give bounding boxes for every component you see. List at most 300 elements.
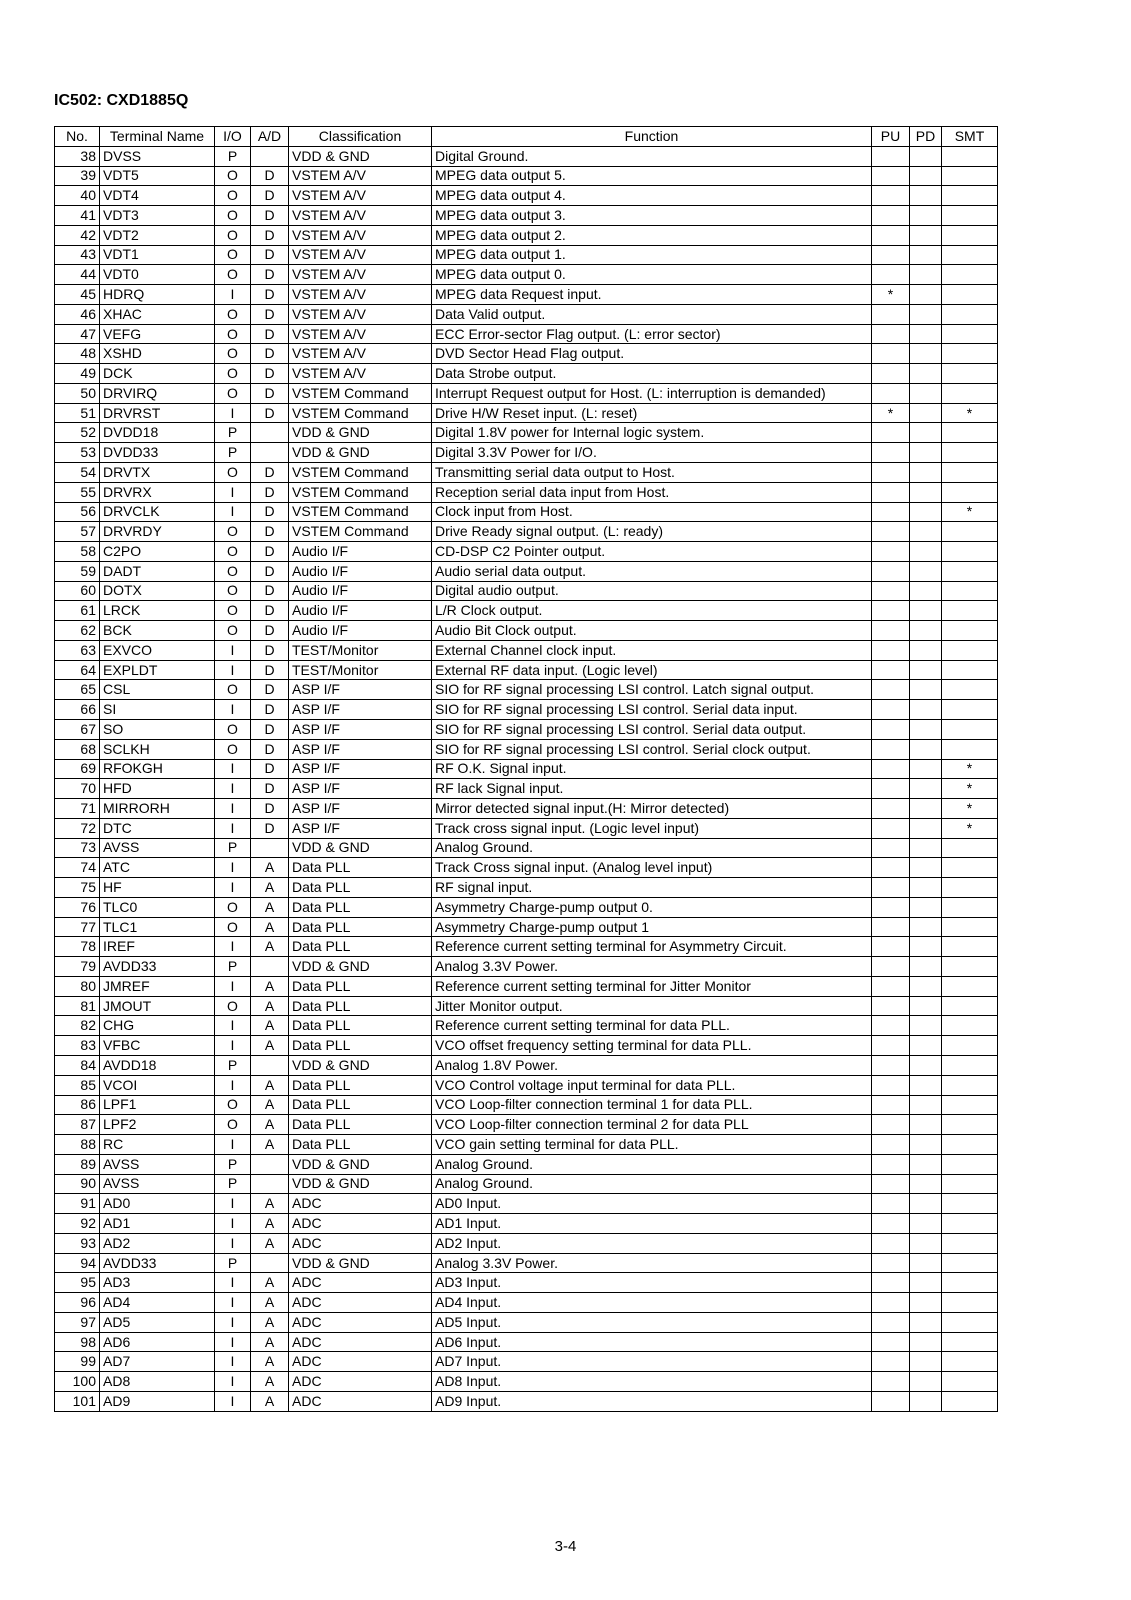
column-header-io: I/O [215,127,251,147]
cell-pull-down [910,561,942,581]
cell-classification: Data PLL [289,858,432,878]
cell-pull-down [910,1293,942,1313]
cell-pull-up: * [872,403,910,423]
cell-function: MPEG data output 4. [432,186,872,206]
cell-schmitt [942,206,998,226]
cell-schmitt [942,996,998,1016]
cell-terminal-name: LRCK [100,601,215,621]
cell-terminal-name: ATC [100,858,215,878]
cell-pull-up: * [872,285,910,305]
cell-io-type: I [215,1392,251,1412]
table-row [55,917,998,937]
cell-classification: VSTEM Command [289,522,432,542]
cell-pull-down [910,423,942,443]
cell-pull-up [872,542,910,562]
cell-ad-type: D [251,660,289,680]
cell-pin-number: 73 [55,838,100,858]
cell-schmitt [942,225,998,245]
table-row [55,304,998,324]
cell-schmitt [942,265,998,285]
cell-io-type: P [215,423,251,443]
cell-pull-up [872,245,910,265]
cell-schmitt: * [942,779,998,799]
table-row [55,1115,998,1135]
cell-pin-number: 84 [55,1055,100,1075]
cell-schmitt [942,1372,998,1392]
cell-pull-down [910,1352,942,1372]
cell-schmitt [942,1174,998,1194]
cell-pull-down [910,957,942,977]
cell-schmitt [942,937,998,957]
cell-terminal-name: DRVCLK [100,502,215,522]
cell-classification: VDD & GND [289,1055,432,1075]
cell-function: Reference current setting terminal for Asymmetry Circuit. [432,937,872,957]
cell-ad-type [251,1253,289,1273]
table-row [55,364,998,384]
cell-pin-number: 90 [55,1174,100,1194]
cell-io-type: I [215,482,251,502]
cell-function: L/R Clock output. [432,601,872,621]
cell-classification: Data PLL [289,917,432,937]
cell-io-type: P [215,1154,251,1174]
column-header-pd: PD [910,127,942,147]
cell-pin-number: 70 [55,779,100,799]
cell-function: Clock input from Host. [432,502,872,522]
table-row [55,700,998,720]
cell-terminal-name: AD1 [100,1214,215,1234]
cell-io-type: O [215,739,251,759]
cell-pull-up [872,225,910,245]
cell-pull-down [910,1233,942,1253]
table-row [55,1233,998,1253]
cell-pull-up [872,383,910,403]
cell-classification: Data PLL [289,1135,432,1155]
cell-function: Drive H/W Reset input. (L: reset) [432,403,872,423]
cell-pull-down [910,838,942,858]
cell-pull-down [910,739,942,759]
cell-pull-up [872,818,910,838]
cell-function: SIO for RF signal processing LSI control. Serial clock output. [432,739,872,759]
cell-pull-down [910,680,942,700]
cell-ad-type: A [251,858,289,878]
cell-pull-up [872,917,910,937]
cell-ad-type: A [251,897,289,917]
cell-pull-up [872,1135,910,1155]
cell-ad-type [251,443,289,463]
cell-terminal-name: IREF [100,937,215,957]
cell-classification: VSTEM Command [289,403,432,423]
table-row [55,1036,998,1056]
table-row [55,1135,998,1155]
cell-pin-number: 54 [55,463,100,483]
cell-pin-number: 41 [55,206,100,226]
table-row [55,1174,998,1194]
cell-pin-number: 64 [55,660,100,680]
table-row [55,719,998,739]
cell-pin-number: 56 [55,502,100,522]
cell-pin-number: 72 [55,818,100,838]
table-row [55,423,998,443]
table-row [55,957,998,977]
cell-pull-up [872,957,910,977]
cell-terminal-name: VDT3 [100,206,215,226]
cell-io-type: O [215,225,251,245]
cell-io-type: O [215,621,251,641]
cell-terminal-name: AD3 [100,1273,215,1293]
table-row [55,225,998,245]
cell-classification: VSTEM Command [289,502,432,522]
cell-schmitt [942,186,998,206]
cell-terminal-name: VDT1 [100,245,215,265]
cell-classification: ADC [289,1233,432,1253]
cell-pull-down [910,1036,942,1056]
cell-pin-number: 87 [55,1115,100,1135]
cell-function: VCO Control voltage input terminal for data PLL. [432,1075,872,1095]
cell-pull-down [910,265,942,285]
cell-pin-number: 47 [55,324,100,344]
cell-pull-down [910,502,942,522]
cell-function: Digital Ground. [432,146,872,166]
cell-ad-type: D [251,640,289,660]
cell-function: CD-DSP C2 Pointer output. [432,542,872,562]
cell-pin-number: 80 [55,976,100,996]
cell-schmitt [942,1075,998,1095]
cell-pull-up [872,759,910,779]
cell-function: Track Cross signal input. (Analog level input) [432,858,872,878]
cell-pull-up [872,581,910,601]
cell-io-type: I [215,1293,251,1313]
cell-io-type: I [215,818,251,838]
cell-ad-type [251,1154,289,1174]
cell-ad-type: A [251,1372,289,1392]
cell-terminal-name: AVDD18 [100,1055,215,1075]
cell-pull-up [872,1352,910,1372]
cell-classification: ASP I/F [289,818,432,838]
cell-pull-down [910,779,942,799]
cell-terminal-name: AVDD33 [100,957,215,977]
cell-ad-type: A [251,937,289,957]
cell-io-type: I [215,1036,251,1056]
cell-pull-up [872,1372,910,1392]
cell-pull-up [872,1115,910,1135]
cell-schmitt: * [942,502,998,522]
table-row [55,1273,998,1293]
cell-io-type: O [215,463,251,483]
cell-terminal-name: AD9 [100,1392,215,1412]
cell-pull-up [872,601,910,621]
cell-schmitt [942,1016,998,1036]
cell-pull-down [910,186,942,206]
cell-pull-down [910,1312,942,1332]
cell-terminal-name: DADT [100,561,215,581]
cell-io-type: P [215,1055,251,1075]
cell-classification: VDD & GND [289,423,432,443]
cell-function: Analog 1.8V Power. [432,1055,872,1075]
cell-function: AD8 Input. [432,1372,872,1392]
cell-schmitt [942,700,998,720]
cell-terminal-name: JMREF [100,976,215,996]
cell-classification: VDD & GND [289,1154,432,1174]
cell-io-type: P [215,443,251,463]
cell-schmitt [942,423,998,443]
table-row [55,206,998,226]
cell-terminal-name: DVDD18 [100,423,215,443]
cell-ad-type: A [251,1233,289,1253]
cell-classification: ASP I/F [289,719,432,739]
document-title: IC502: CXD1885Q [54,92,189,109]
cell-io-type: P [215,1174,251,1194]
table-row [55,838,998,858]
cell-ad-type: D [251,245,289,265]
cell-function: ECC Error-sector Flag output. (L: error sector) [432,324,872,344]
cell-classification: Data PLL [289,1115,432,1135]
cell-schmitt [942,719,998,739]
table-row [55,1095,998,1115]
cell-io-type: I [215,403,251,423]
cell-pull-up [872,1036,910,1056]
cell-terminal-name: AVDD33 [100,1253,215,1273]
cell-pull-up [872,1174,910,1194]
cell-function: MPEG data output 2. [432,225,872,245]
cell-classification: VSTEM A/V [289,285,432,305]
cell-schmitt [942,680,998,700]
cell-io-type: I [215,285,251,305]
cell-function: Data Valid output. [432,304,872,324]
cell-io-type: I [215,1075,251,1095]
cell-pull-down [910,897,942,917]
table-row [55,383,998,403]
table-row [55,640,998,660]
cell-schmitt [942,324,998,344]
table-row [55,680,998,700]
cell-pull-down [910,1095,942,1115]
cell-terminal-name: VDT2 [100,225,215,245]
cell-pull-down [910,996,942,1016]
cell-io-type: O [215,561,251,581]
cell-terminal-name: DCK [100,364,215,384]
cell-pull-down [910,344,942,364]
cell-pull-down [910,878,942,898]
cell-pull-up [872,680,910,700]
cell-schmitt [942,1233,998,1253]
cell-terminal-name: DRVTX [100,463,215,483]
table-row [55,858,998,878]
cell-pull-up [872,423,910,443]
cell-pull-up [872,1055,910,1075]
cell-pin-number: 45 [55,285,100,305]
cell-function: Audio serial data output. [432,561,872,581]
cell-schmitt [942,383,998,403]
cell-io-type: O [215,522,251,542]
cell-pin-number: 98 [55,1332,100,1352]
cell-pull-down [910,1135,942,1155]
cell-pull-up [872,166,910,186]
cell-classification: Audio I/F [289,601,432,621]
cell-schmitt [942,1392,998,1412]
column-header-no: No. [55,127,100,147]
cell-pull-up [872,1293,910,1313]
cell-function: MPEG data Request input. [432,285,872,305]
cell-io-type: O [215,897,251,917]
cell-terminal-name: AD8 [100,1372,215,1392]
cell-schmitt [942,166,998,186]
cell-ad-type: A [251,1312,289,1332]
column-header-ad: A/D [251,127,289,147]
cell-ad-type: D [251,324,289,344]
table-row [55,166,998,186]
cell-pin-number: 65 [55,680,100,700]
cell-ad-type: A [251,1332,289,1352]
cell-terminal-name: AVSS [100,1154,215,1174]
cell-schmitt [942,660,998,680]
cell-ad-type: D [251,206,289,226]
cell-ad-type: D [251,265,289,285]
cell-function: Mirror detected signal input.(H: Mirror detected) [432,799,872,819]
cell-pin-number: 101 [55,1392,100,1412]
table-row [55,1332,998,1352]
cell-pull-up [872,1233,910,1253]
table-row [55,818,998,838]
column-header-function: Function [432,127,872,147]
cell-terminal-name: DRVRDY [100,522,215,542]
cell-terminal-name: DTC [100,818,215,838]
cell-pull-up [872,463,910,483]
cell-classification: ADC [289,1352,432,1372]
cell-classification: ADC [289,1392,432,1412]
cell-ad-type: D [251,344,289,364]
table-body [55,146,998,1411]
cell-function: Analog Ground. [432,1174,872,1194]
cell-pull-up [872,1194,910,1214]
cell-function: AD3 Input. [432,1273,872,1293]
cell-function: MPEG data output 0. [432,265,872,285]
table-row [55,1372,998,1392]
cell-terminal-name: JMOUT [100,996,215,1016]
cell-pull-down [910,601,942,621]
cell-pin-number: 83 [55,1036,100,1056]
cell-classification: VSTEM A/V [289,324,432,344]
cell-ad-type: A [251,976,289,996]
cell-schmitt [942,522,998,542]
cell-terminal-name: HF [100,878,215,898]
cell-pull-up [872,996,910,1016]
table-row [55,186,998,206]
cell-ad-type [251,423,289,443]
table-row [55,739,998,759]
cell-pin-number: 67 [55,719,100,739]
cell-function: Digital audio output. [432,581,872,601]
cell-terminal-name: DRVRX [100,482,215,502]
cell-io-type: I [215,640,251,660]
cell-function: Track cross signal input. (Logic level input) [432,818,872,838]
cell-terminal-name: VDT0 [100,265,215,285]
cell-pull-up [872,1075,910,1095]
cell-pin-number: 91 [55,1194,100,1214]
cell-ad-type [251,1055,289,1075]
cell-classification: VDD & GND [289,1253,432,1273]
cell-pull-up [872,1392,910,1412]
cell-schmitt [942,1154,998,1174]
cell-pull-down [910,621,942,641]
cell-function: Interrupt Request output for Host. (L: interruption is demanded) [432,383,872,403]
cell-terminal-name: AVSS [100,1174,215,1194]
cell-pull-down [910,1075,942,1095]
cell-terminal-name: AD6 [100,1332,215,1352]
cell-ad-type: A [251,917,289,937]
cell-pin-number: 39 [55,166,100,186]
table-row [55,245,998,265]
cell-function: External RF data input. (Logic level) [432,660,872,680]
cell-pin-number: 89 [55,1154,100,1174]
cell-schmitt [942,1194,998,1214]
cell-io-type: P [215,1253,251,1273]
cell-pin-number: 85 [55,1075,100,1095]
cell-pull-down [910,443,942,463]
cell-schmitt [942,917,998,937]
cell-ad-type: A [251,1214,289,1234]
cell-terminal-name: EXPLDT [100,660,215,680]
cell-terminal-name: TLC0 [100,897,215,917]
cell-schmitt [942,621,998,641]
cell-schmitt: * [942,799,998,819]
cell-schmitt [942,344,998,364]
table-row [55,1016,998,1036]
cell-io-type: P [215,957,251,977]
table-row [55,621,998,641]
cell-terminal-name: DVSS [100,146,215,166]
cell-classification: ADC [289,1332,432,1352]
cell-classification: ASP I/F [289,779,432,799]
cell-io-type: O [215,1115,251,1135]
cell-ad-type: A [251,1293,289,1313]
cell-pin-number: 57 [55,522,100,542]
cell-classification: ADC [289,1372,432,1392]
cell-function: SIO for RF signal processing LSI control. Latch signal output. [432,680,872,700]
cell-pin-number: 81 [55,996,100,1016]
cell-io-type: O [215,917,251,937]
cell-io-type: O [215,383,251,403]
cell-ad-type [251,957,289,977]
cell-ad-type: D [251,225,289,245]
cell-pull-down [910,1392,942,1412]
table-row [55,1312,998,1332]
cell-pull-up [872,502,910,522]
cell-schmitt [942,1312,998,1332]
cell-function: AD5 Input. [432,1312,872,1332]
cell-io-type: I [215,1233,251,1253]
cell-terminal-name: TLC1 [100,917,215,937]
cell-pin-number: 82 [55,1016,100,1036]
cell-ad-type: D [251,166,289,186]
column-header-pu: PU [872,127,910,147]
cell-ad-type: A [251,1115,289,1135]
table-row [55,1154,998,1174]
cell-function: Data Strobe output. [432,364,872,384]
cell-ad-type: D [251,799,289,819]
cell-io-type: I [215,1352,251,1372]
cell-io-type: I [215,1214,251,1234]
cell-pin-number: 60 [55,581,100,601]
cell-schmitt [942,858,998,878]
cell-pin-number: 44 [55,265,100,285]
cell-terminal-name: DVDD33 [100,443,215,463]
cell-terminal-name: VCOI [100,1075,215,1095]
cell-io-type: I [215,1332,251,1352]
table-row [55,759,998,779]
cell-classification: TEST/Monitor [289,660,432,680]
cell-pin-number: 92 [55,1214,100,1234]
cell-pull-down [910,1115,942,1135]
